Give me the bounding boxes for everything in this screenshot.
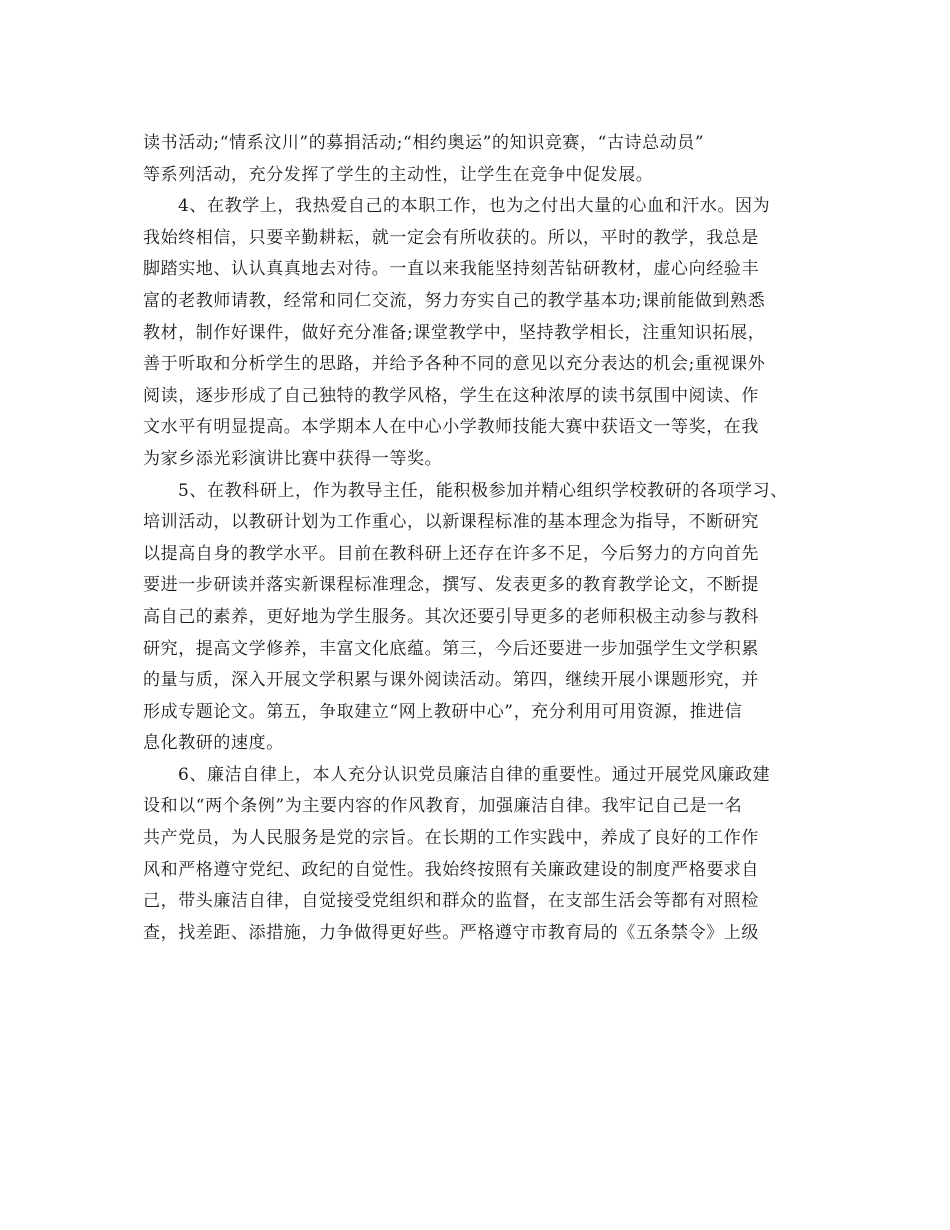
text-line: 研究，提高文学修养，丰富文化底蕴。第三，今后还要进一步加强学生文学积累: [143, 638, 759, 659]
text-line: 风和严格遵守党纪、政纪的自觉性。我始终按照有关廉政建设的制度严格要求自: [143, 859, 759, 880]
paragraph-start-line: 5、在教科研上，作为教导主任，能积极参加并精心组织学校教研的各项学习、: [178, 480, 788, 501]
text-line: 共产党员，为人民服务是党的宗旨。在长期的工作实践中，养成了良好的工作作: [143, 828, 759, 849]
text-line: 高自己的素养，更好地为学生服务。其次还要引导更多的老师积极主动参与教科: [143, 606, 759, 627]
text-line: 形成专题论文。第五，争取建立“网上教研中心”，充分利用可用资源，推进信: [143, 701, 743, 722]
text-line: 己，带头廉洁自律，自觉接受党组织和群众的监督，在支部生活会等都有对照检: [143, 891, 759, 912]
paragraph-start-line: 6、廉洁自律上，本人充分认识党员廉洁自律的重要性。通过开展党风廉政建: [178, 764, 771, 785]
text-line: 脚踏实地、认认真真地去对待。一直以来我能坚持刻苦钻研教材，虚心向经验丰: [143, 259, 759, 280]
text-line: 教材，制作好课件，做好充分准备;课堂教学中，坚持教学相长，注重知识拓展，: [143, 322, 766, 343]
text-line: 善于听取和分析学生的思路，并给予各种不同的意见以充分表达的机会;重视课外: [143, 354, 766, 375]
text-line: 要进一步研读并落实新课程标准理念，撰写、发表更多的教育教学论文，不断提: [143, 575, 759, 596]
paragraph-start-line: 4、在教学上，我热爱自己的本职工作，也为之付出大量的心血和汗水。因为: [178, 196, 771, 217]
text-line: 读书活动;“情系汶川”的募捐活动;“相约奥运”的知识竞赛，“古诗总动员”: [143, 133, 705, 153]
text-line: 等系列活动，充分发挥了学生的主动性，让学生在竞争中促发展。: [143, 164, 654, 185]
text-line: 培训活动，以教研计划为工作重心，以新课程标准的基本理念为指导，不断研究: [143, 512, 759, 533]
body-text: [143, 128, 823, 949]
text-line: 阅读，逐步形成了自己独特的教学风格，学生在这种浓厚的读书氛围中阅读、作: [143, 385, 759, 406]
text-line: 息化教研的速度。: [143, 733, 284, 754]
text-line: 的量与质，深入开展文学积累与课外阅读活动。第四，继续开展小课题形究，并: [143, 670, 759, 691]
text-line: 为家乡添光彩演讲比赛中获得一等奖。: [143, 448, 443, 469]
text-line: 文水平有明显提高。本学期本人在中心小学教师技能大赛中获语文一等奖，在我: [143, 417, 759, 438]
text-line: 富的老教师请教，经常和同仁交流，努力夯实自己的教学基本功;课前能做到熟悉: [143, 290, 766, 311]
text-line: 我始终相信，只要辛勤耕耘，就一定会有所收获的。所以，平时的教学，我总是: [143, 227, 759, 248]
text-line: 以提高自身的教学水平。目前在教科研上还存在许多不足，今后努力的方向首先: [143, 543, 759, 564]
text-line: 查，找差距、添措施，力争做得更好些。严格遵守市教育局的《五条禁令》上级: [143, 922, 759, 943]
text-line: 设和以“两个条例”为主要内容的作风教育，加强廉洁自律。我牢记自己是一名: [143, 796, 743, 817]
